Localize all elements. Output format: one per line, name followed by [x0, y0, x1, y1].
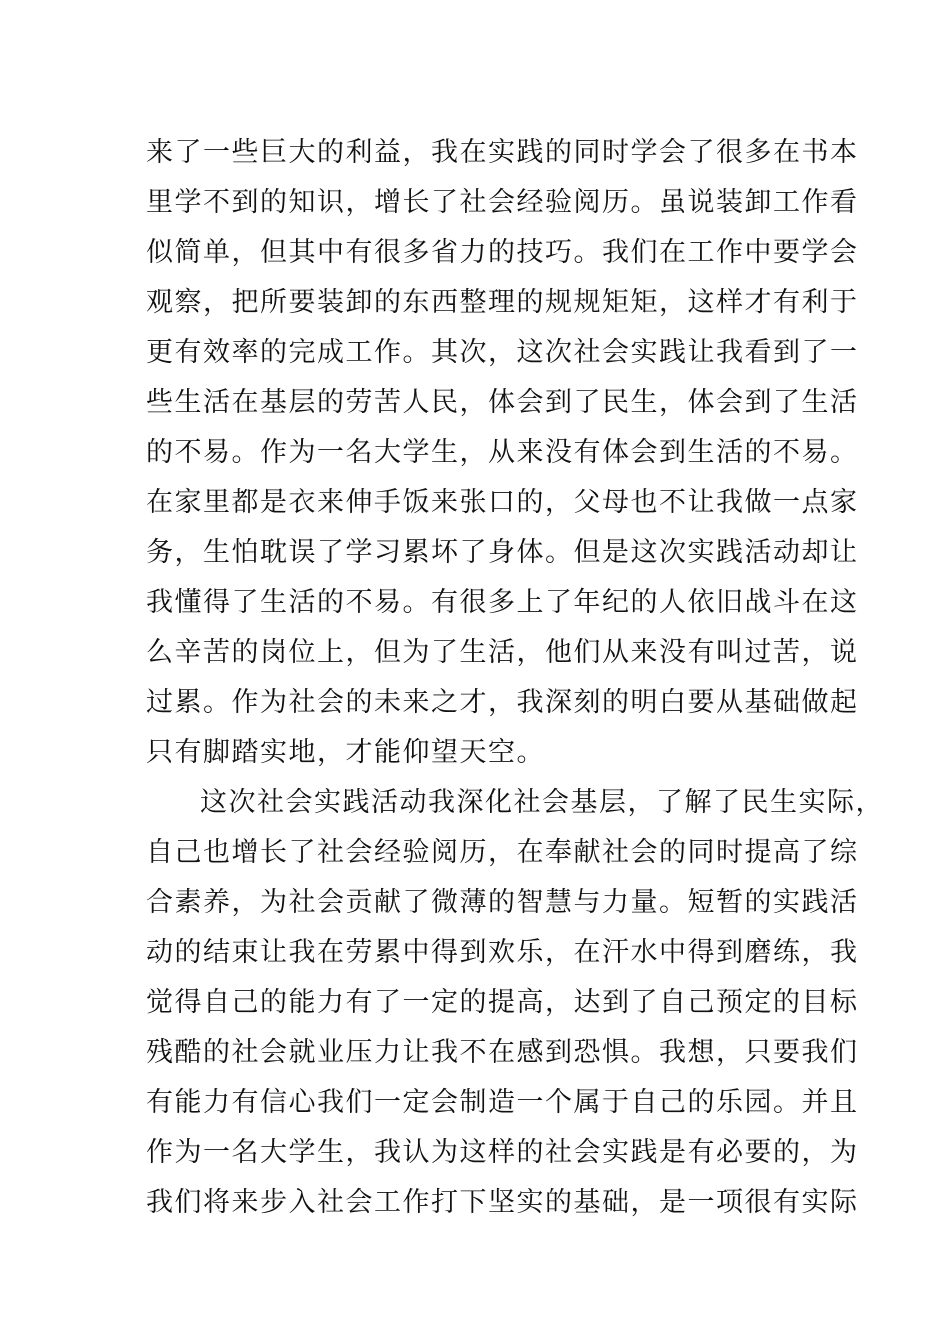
text-line: 务，生怕耽误了学习累坏了身体。但是这次实践活动却让 [146, 537, 859, 568]
text-line: 么辛苦的岗位上，但为了生活，他们从来没有叫过苦，说 [146, 637, 859, 668]
text-line: 合素养，为社会贡献了微薄的智慧与力量。短暂的实践活 [146, 887, 859, 918]
text-line: 自己也增长了社会经验阅历，在奉献社会的同时提高了综 [146, 837, 859, 868]
text-line: 残酷的社会就业压力让我不在感到恐惧。我想，只要我们 [146, 1037, 859, 1068]
text-line: 这次社会实践活动我深化社会基层，了解了民生实际， [200, 787, 884, 818]
text-line: 的不易。作为一名大学生，从来没有体会到生活的不易。 [146, 437, 859, 468]
text-line: 有能力有信心我们一定会制造一个属于自己的乐园。并且 [146, 1087, 859, 1118]
text-line: 我们将来步入社会工作打下坚实的基础，是一项很有实际 [146, 1187, 859, 1218]
paragraph-2 [146, 778, 884, 1228]
text-line: 只有脚踏实地，才能仰望天空。 [146, 737, 545, 768]
text-line: 更有效率的完成工作。其次，这次社会实践让我看到了一 [146, 337, 859, 368]
text-line: 些生活在基层的劳苦人民，体会到了民生，体会到了生活 [146, 387, 859, 418]
text-line: 觉得自己的能力有了一定的提高，达到了自己预定的目标 [146, 987, 859, 1018]
text-line: 似简单，但其中有很多省力的技巧。我们在工作中要学会 [146, 237, 859, 268]
text-line: 动的结束让我在劳累中得到欢乐，在汗水中得到磨练，我 [146, 937, 859, 968]
text-line: 里学不到的知识，增长了社会经验阅历。虽说装卸工作看 [146, 187, 859, 218]
paragraph-1 [146, 128, 859, 778]
text-line: 我懂得了生活的不易。有很多上了年纪的人依旧战斗在这 [146, 587, 859, 618]
text-line: 观察，把所要装卸的东西整理的规规矩矩，这样才有利于 [146, 287, 859, 318]
document-body [146, 128, 884, 1228]
text-line: 作为一名大学生，我认为这样的社会实践是有必要的，为 [146, 1137, 859, 1168]
text-line: 过累。作为社会的未来之才，我深刻的明白要从基础做起 [146, 687, 859, 718]
text-line: 来了一些巨大的利益，我在实践的同时学会了很多在书本 [146, 137, 859, 168]
text-line: 在家里都是衣来伸手饭来张口的，父母也不让我做一点家 [146, 487, 859, 518]
